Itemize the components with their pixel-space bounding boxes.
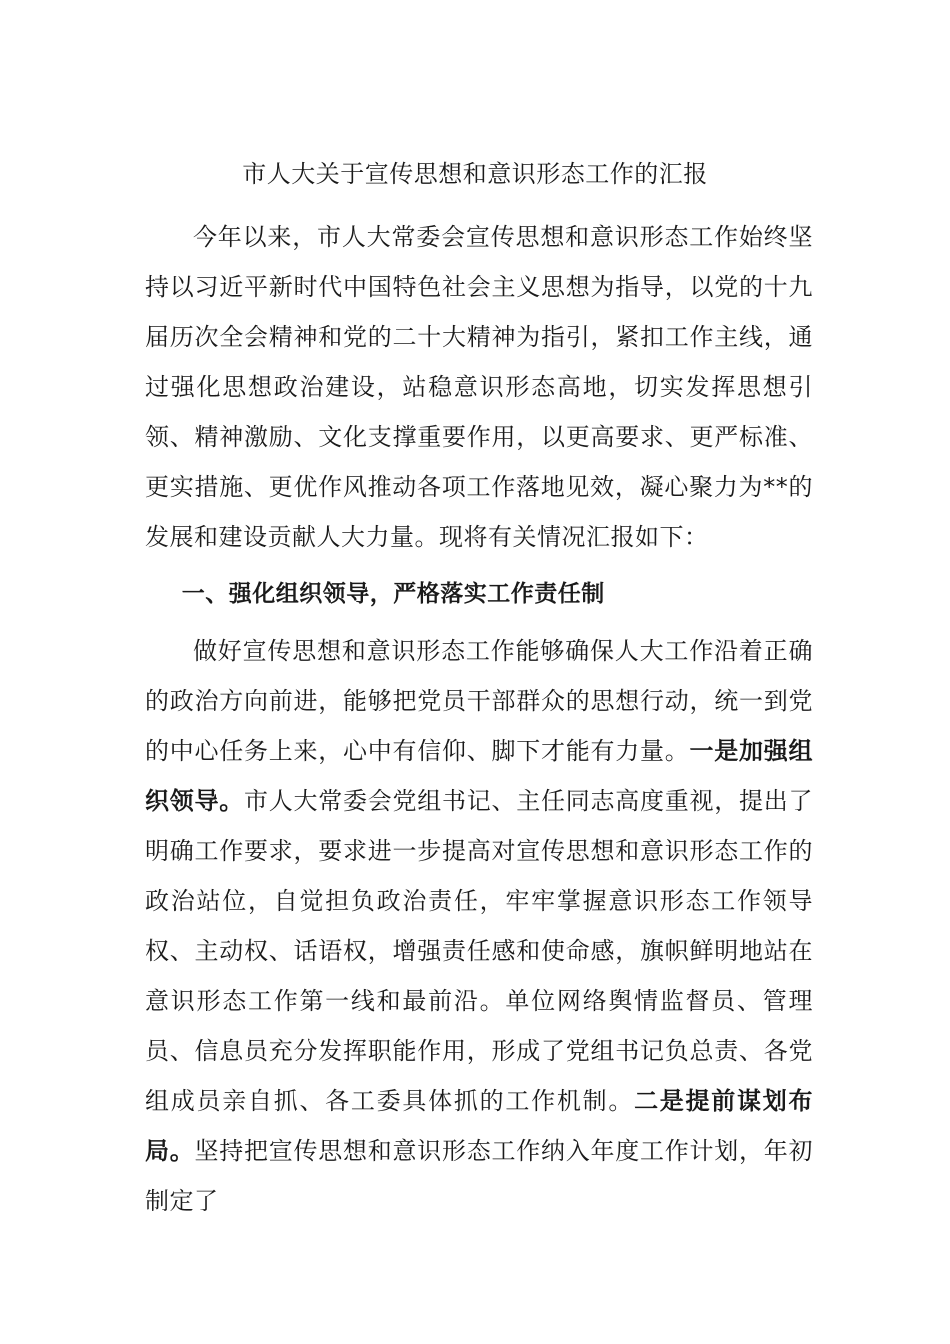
section-1-text-part-3: 坚持把宣传思想和意识形态工作纳入年度工作计划，年初制定了 xyxy=(145,1137,813,1215)
section-1-paragraph xyxy=(145,626,813,1226)
section-1-text-part-2: 市人大常委会党组书记、主任同志高度重视，提出了明确工作要求，要求进一步提高对宣传思想和意识形态工作的政治站位，自觉担负政治责任，牢牢掌握意识形态工作领导权、主动权、话语权，增强责任感和使命感，旗帜鲜明地站在意识形态工作第一线和最前沿。单位网络舆情监督员、管理员、信息员充分发挥职能作用，形成了党组书记负总责、各党组成员亲自抓、各工委具体抓的工作机制。 xyxy=(145,787,813,1115)
section-1-bold-point-2: 二是提前谋划布局。 xyxy=(145,1087,814,1165)
intro-paragraph: 今年以来，市人大常委会宣传思想和意识形态工作始终坚持以习近平新时代中国特色社会主义思想为指导，以党的十九届历次全会精神和党的二十大精神为指引，紧扣工作主线，通过强化思想政治建设，站稳意识形态高地，切实发挥思想引领、精神激励、文化支撑重要作用，以更高要求、更严标准、更实措施、更优作风推动各项工作落地见效，凝心聚力为**的发展和建设贡献人大力量。现将有关情况汇报如下： xyxy=(145,223,813,551)
section-1-text-part-1: 做好宣传思想和意识形态工作能够确保人大工作沿着正确的政治方向前进，能够把党员干部群众的思想行动，统一到党的中心任务上来，心中有信仰、脚下才能有力量。 xyxy=(145,637,813,765)
section-heading-1: 一、强化组织领导，严格落实工作责任制 xyxy=(181,581,605,607)
document-title: 市人大关于宣传思想和意识形态工作的汇报 xyxy=(242,160,708,188)
section-1-bold-point-1: 一是加强组织领导。 xyxy=(145,737,813,815)
